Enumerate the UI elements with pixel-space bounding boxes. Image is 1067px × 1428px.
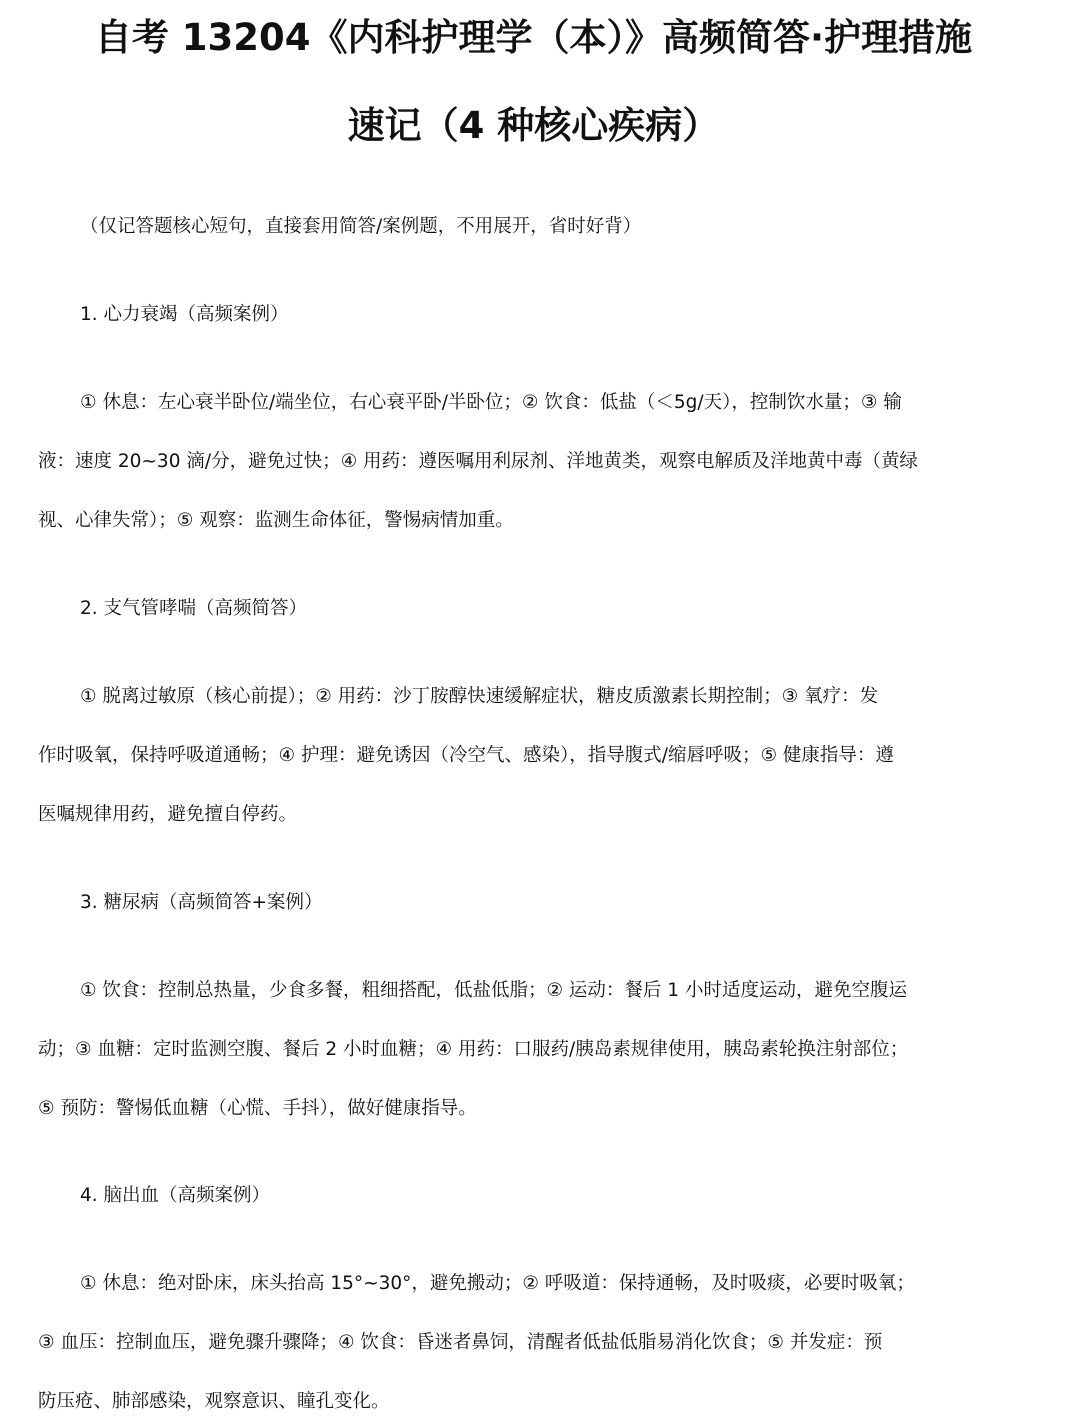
section-4-line-2: ③ 血压：控制血压，避免骤升骤降；④ 饮食：昏迷者鼻饲，清醒者低盐低脂易消化饮食；⑤ 并发症：预 [38, 1332, 883, 1353]
section-1-line-1: ① 休息：左心衰半卧位/端坐位，右心衰平卧/半卧位；② 饮食：低盐（＜5g/天），控制饮水量；③ 输 [80, 392, 902, 413]
section-1-line-2: 液：速度 20~30 滴/分，避免过快；④ 用药：遵医嘱用利尿剂、洋地黄类，观察电解质及洋地黄中毒（黄绿 [38, 451, 919, 472]
section-4-line-3: 防压疮、肺部感染，观察意识、瞳孔变化。 [38, 1391, 390, 1412]
section-2-line-3: 医嘱规律用药，避免擅自停药。 [38, 804, 298, 825]
section-3-line-3: ⑤ 预防：警惕低血糖（心慌、手抖），做好健康指导。 [38, 1098, 477, 1119]
section-3-line-1: ① 饮食：控制总热量，少食多餐，粗细搭配，低盐低脂；② 运动：餐后 1 小时适度运动，避免空腹运 [80, 980, 907, 1001]
section-3-line-2: 动；③ 血糖：定时监测空腹、餐后 2 小时血糖；④ 用药：口服药/胰岛素规律使用，胰岛素轮换注射部位； [38, 1039, 909, 1060]
document-title-line-1: 自考 13204《内科护理学（本）》高频简答·护理措施 [94, 16, 973, 59]
section-heading-cerebral-hemorrhage: 4. 脑出血（高频案例） [80, 1185, 271, 1206]
section-heading-heart-failure: 1. 心力衰竭（高频案例） [80, 304, 289, 325]
section-2-line-1: ① 脱离过敏原（核心前提）；② 用药：沙丁胺醇快速缓解症状，糖皮质激素长期控制；③ 氧疗：发 [80, 686, 879, 707]
section-1-line-3: 视、心律失常）；⑤ 观察：监测生命体征，警惕病情加重。 [38, 510, 514, 531]
section-4-line-1: ① 休息：绝对卧床，床头抬高 15°~30°，避免搬动；② 呼吸道：保持通畅，及时吸痰，必要时吸氧； [80, 1273, 915, 1294]
intro-note: （仅记答题核心短句，直接套用简答/案例题，不用展开，省时好背） [80, 216, 642, 237]
section-heading-diabetes: 3. 糖尿病（高频简答+案例） [80, 892, 323, 913]
section-heading-asthma: 2. 支气管哮喘（高频简答） [80, 598, 308, 619]
section-2-line-2: 作时吸氧，保持呼吸道通畅；④ 护理：避免诱因（冷空气、感染），指导腹式/缩唇呼吸；⑤ 健康指导：遵 [38, 745, 894, 766]
document-title-line-2: 速记（4 种核心疾病） [347, 104, 720, 147]
